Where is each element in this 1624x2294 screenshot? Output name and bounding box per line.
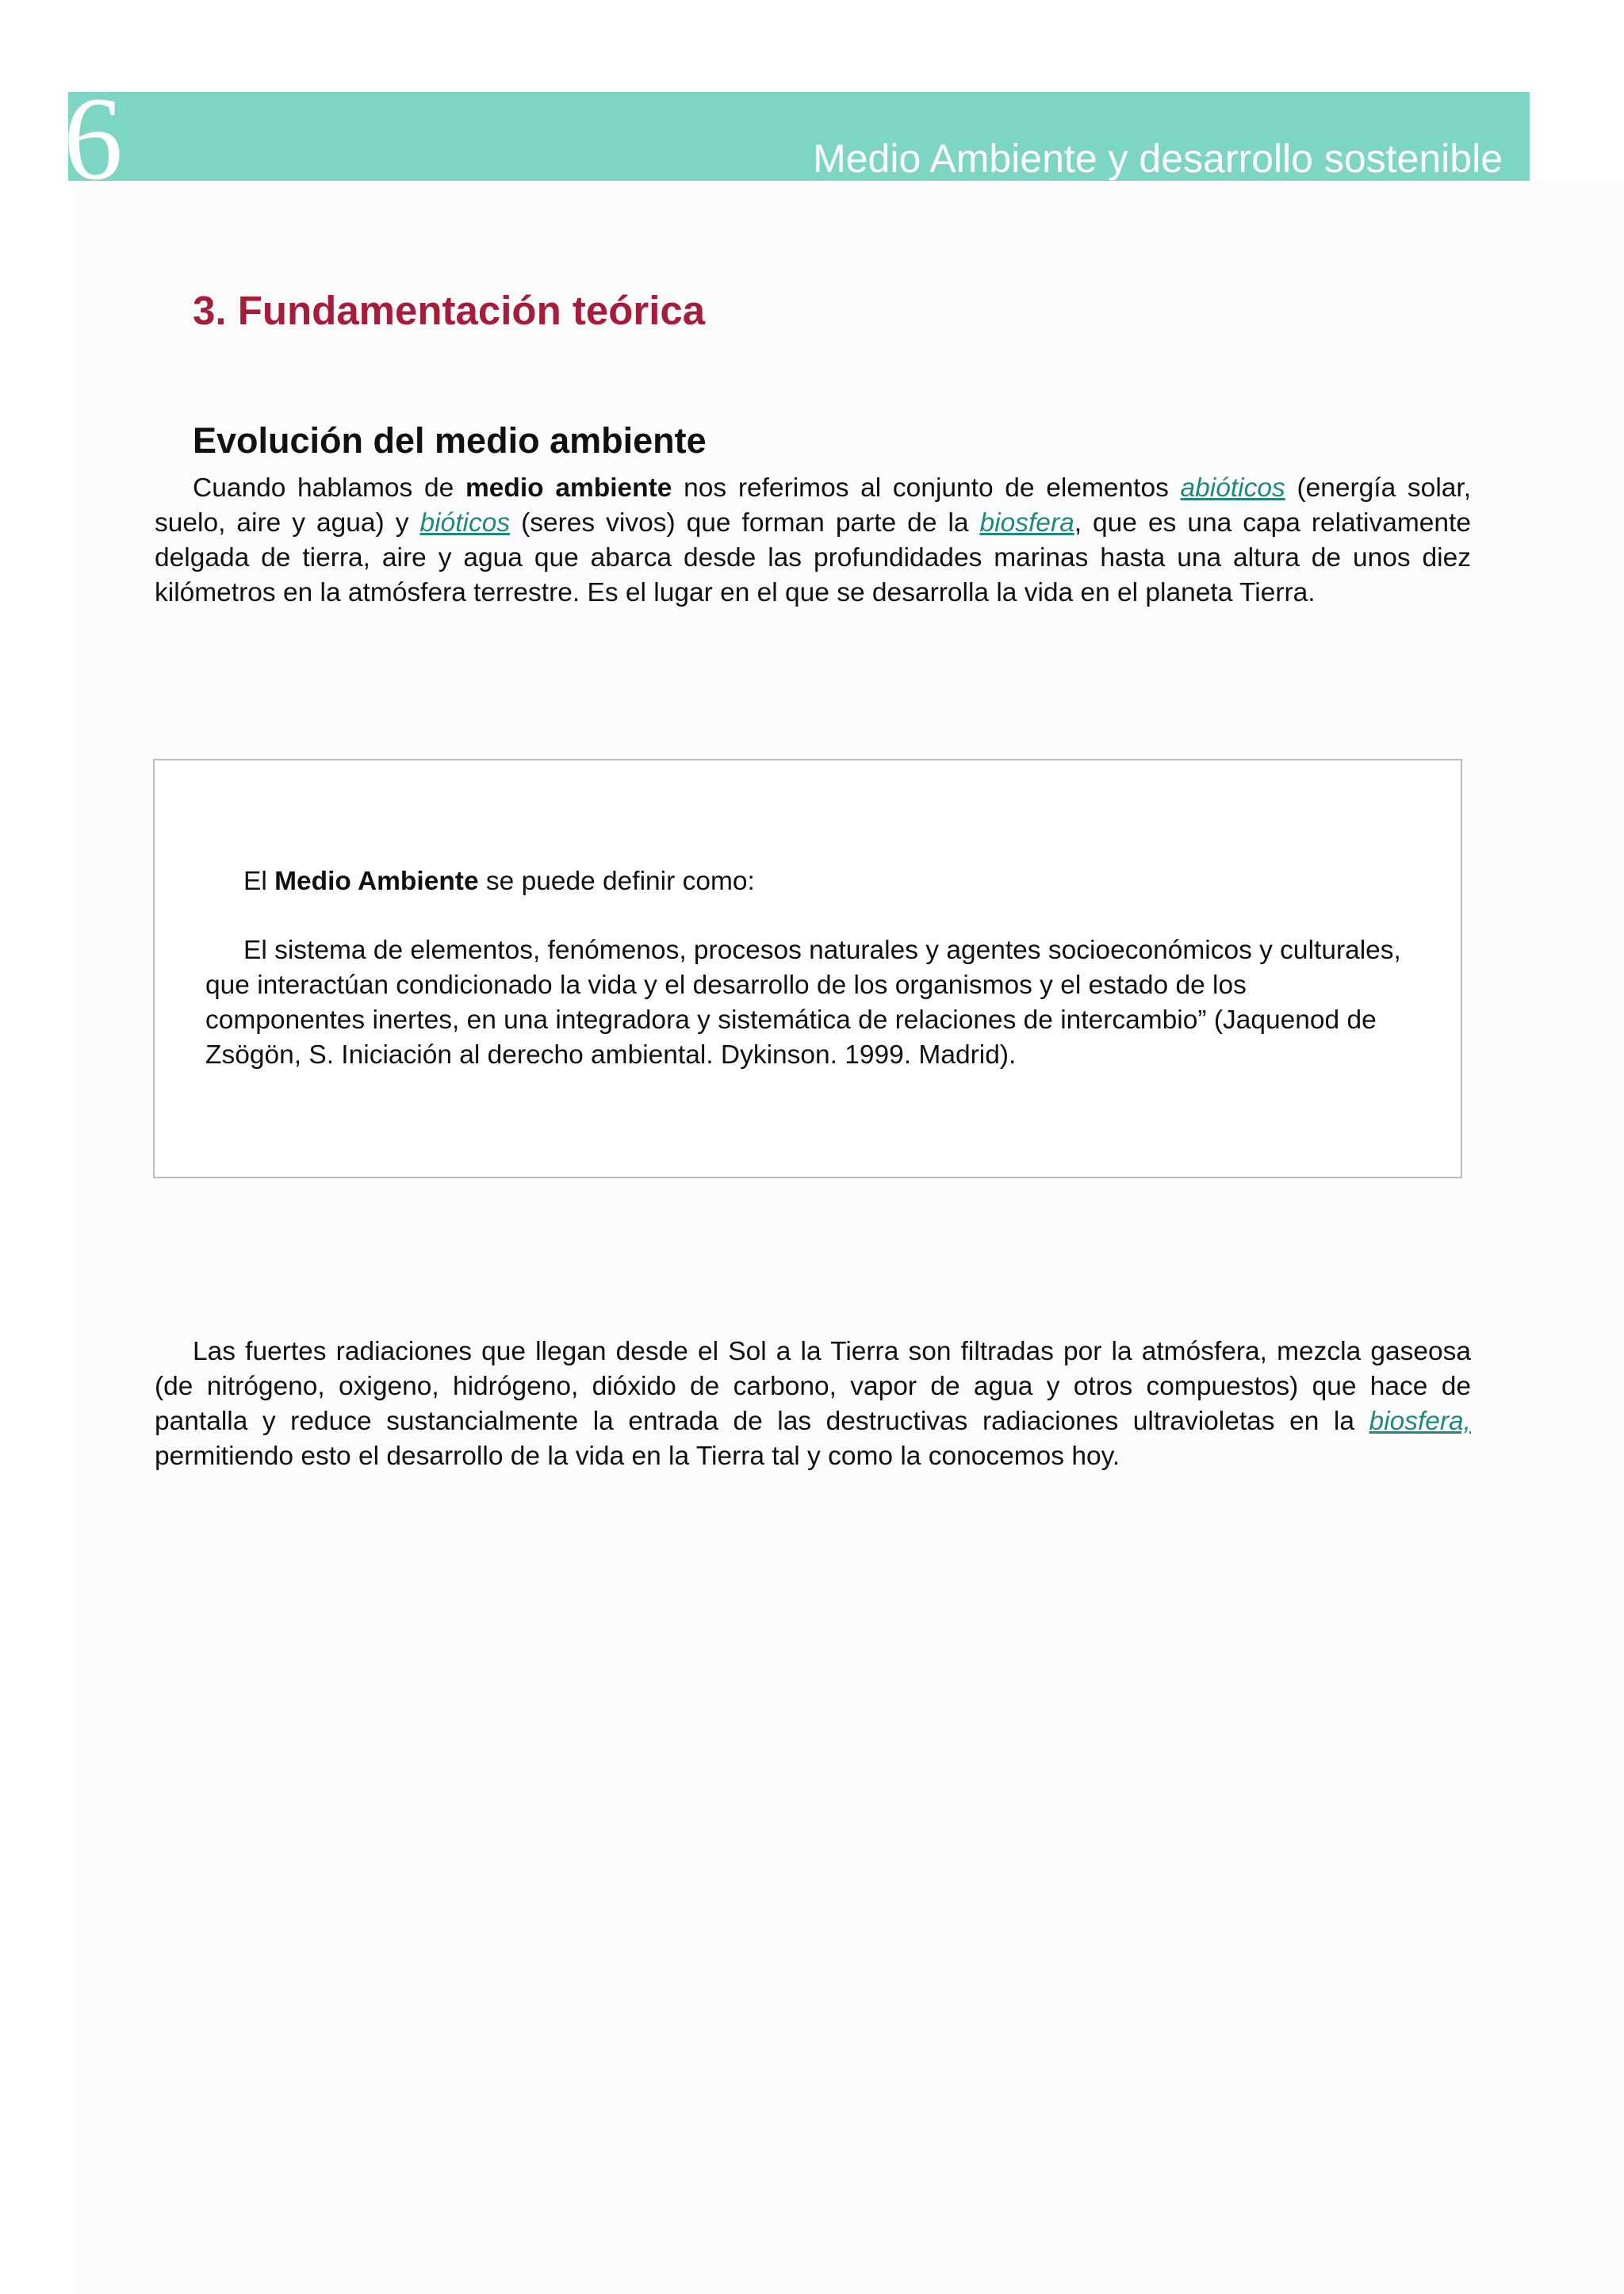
medio-ambiente-term: medio ambiente [465, 473, 672, 503]
definition-intro-prefix: El [243, 867, 275, 896]
chapter-number: 6 [63, 79, 123, 186]
subsection-title: Evolución del medio ambiente [193, 420, 707, 461]
definition-box [153, 759, 1462, 1178]
intro-text: nos referimos al conjunto de elementos [672, 473, 1181, 503]
radiation-text: permitiendo esto el desarrollo de la vida en la Tierra tal y como la conocemos hoy. [155, 1442, 1120, 1471]
intro-paragraph [155, 471, 1471, 611]
biosfera-link[interactable]: biosfera [979, 508, 1074, 538]
bioticos-link[interactable]: bióticos [419, 508, 511, 538]
intro-text: , que es una capa relativamente delgada de tierra, aire y agua que abarca desde las profundidades marinas hasta una altura de unos diez kilómetros en la atmósfera terrestre. Es el lugar en el que se desarrolla la vida en el planeta Tierra. [155, 508, 1471, 607]
definition-intro-suffix: se puede definir como: [478, 867, 755, 896]
section-title: 3. Fundamentación teórica [193, 288, 706, 333]
abioticos-link[interactable]: abióticos [1180, 473, 1285, 503]
biosfera-link-2[interactable]: biosfera, [1369, 1407, 1471, 1436]
header-title: Medio Ambiente y desarrollo sostenible [813, 136, 1503, 181]
intro-text: (energía solar, suelo, aire y agua) y [155, 473, 1472, 538]
definition-intro [243, 864, 755, 899]
definition-term: Medio Ambiente [274, 867, 479, 896]
radiation-paragraph [155, 1335, 1471, 1474]
definition-quote: El sistema de elementos, fenómenos, procesos naturales y agentes socioeconómicos y culturales, que interactúan condicionado la vida y el desarrollo de los organismos y el estado de los componentes inertes, en una integradora y sistemática de relaciones de intercambio” (Jaquenod de Zsögön, S. Iniciación al derecho ambiental. Dykinson. 1999. Madrid). [205, 936, 1401, 1070]
intro-text: (seres vivos) que forman parte de la [510, 508, 980, 538]
intro-text: Cuando hablamos de [193, 473, 465, 503]
radiation-text: Las fuertes radiaciones que llegan desde el Sol a la Tierra son filtradas por la atmósfera, mezcla gaseosa (de nitrógeno, oxigeno, hidrógeno, dióxido de carbono, vapor de agua y otros compuestos) que hace de pantalla y reduce sustancialmente la entrada de las destructivas radiaciones ultravioletas en la [155, 1337, 1471, 1436]
